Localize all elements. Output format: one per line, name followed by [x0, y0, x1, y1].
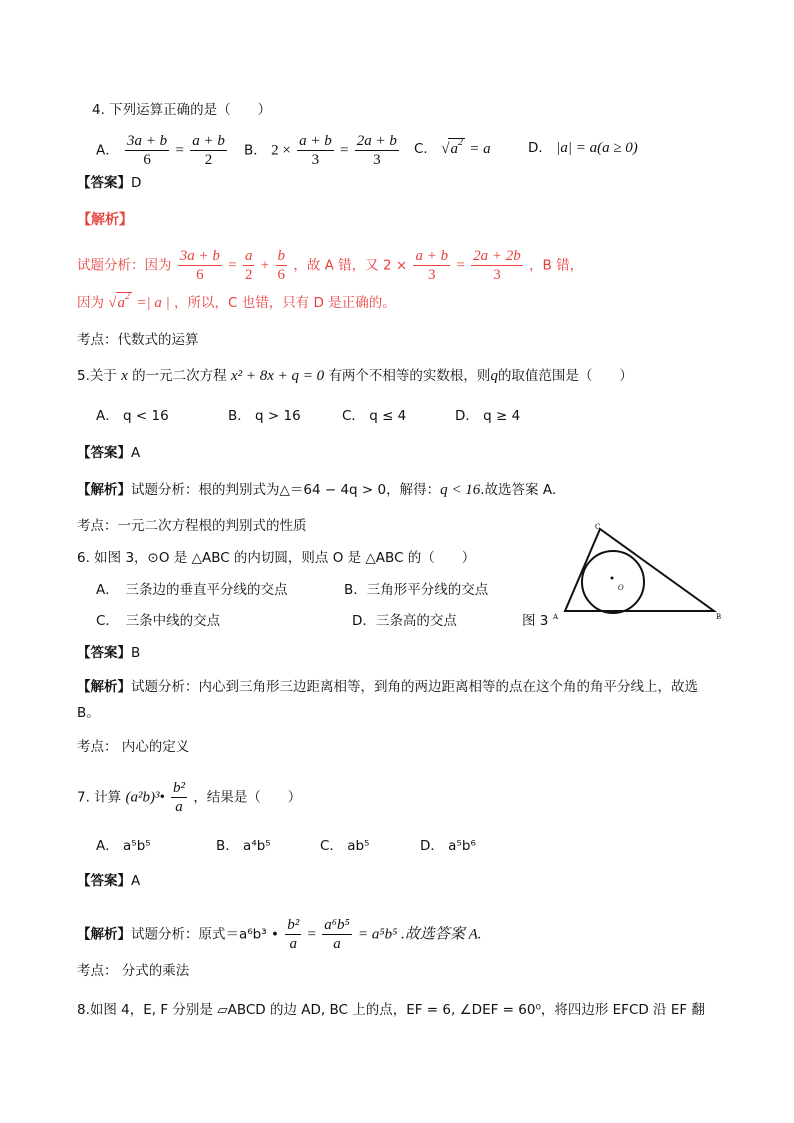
- q4-analysis-tag: 【解析】: [77, 212, 133, 228]
- q7-stem: 7. 计算 (a²b)³• $\frac{\text{b²}}{a}$ ，结果是（ ）: [77, 780, 302, 815]
- q6-option-d: D．三条高的交点: [352, 613, 457, 629]
- label-o: O: [618, 584, 624, 592]
- q6-answer: 【答案】B: [77, 645, 141, 661]
- q4-stem: 4. 下列运算正确的是（ ）: [92, 102, 272, 118]
- q4-option-b: B． 2 × $\frac{a + b}{3}$ = $\frac{2a + b}{3}$: [244, 133, 397, 168]
- q7-analysis: 【解析】试题分析：原式＝a⁶b³ • $\frac{\text{b²}}{a}$ = $\frac{\text{a⁶b⁵}}{a}$ = a⁵b⁵ .故选答案 A.: [77, 917, 482, 952]
- q5-stem: 5.关于 x 的一元二次方程 x² + 8x + q = 0 有两个不相等的实数根，则q的取值范围是（ ）: [77, 368, 633, 384]
- q8-stem: 8.如图 4，E, F 分别是 ▱ABCD 的边 AD, BC 上的点，EF = 6, ∠DEF = 60⁰，将四边形 EFCD 沿 EF 翻: [77, 1002, 705, 1018]
- q5-option-b: B． q > 16: [228, 408, 301, 424]
- label-b: B: [716, 613, 722, 621]
- q4-option-a: A． $\frac{3a + b}{6}$ = $\frac{a + b}{2}$: [96, 133, 225, 168]
- label-c: C: [595, 523, 601, 531]
- q4-knowledge-point: 考点：代数式的运算: [77, 332, 199, 348]
- q7-answer: 【答案】A: [77, 873, 141, 889]
- q5-option-c: C． q ≤ 4: [342, 408, 407, 424]
- q4-analysis-line1: 试题分析：因为 $\frac{3a + b}{6}$ = $\frac{a}{2}$ + $\frac{b}{6}$ ，故 A 错，又 2 × $\frac{a + b}{3}$ = $\frac{2a + 2b}{3}$ ，B 错，: [77, 248, 584, 283]
- q5-option-d: D． q ≥ 4: [455, 408, 521, 424]
- q6-option-a: A． 三条边的垂直平分线的交点: [96, 582, 288, 598]
- q4-analysis-line2: 因为 $√a^2$ =| a | ，所以，C 也错，只有 D 是正确的。: [77, 291, 396, 311]
- q6-analysis: 【解析】试题分析：内心到三角形三边距离相等，到角的两边距离相等的点在这个角的角平分线上，故选: [77, 679, 698, 695]
- q6-option-c: C． 三条中线的交点: [96, 613, 221, 629]
- q7-option-d: D． a⁵b⁶: [420, 838, 476, 854]
- q7-option-c: C． ab⁵: [320, 838, 370, 854]
- q5-knowledge-point: 考点：一元二次方程根的判别式的性质: [77, 518, 307, 534]
- q6-option-b: B．三角形平分线的交点: [344, 582, 489, 598]
- q4-option-c: C． $√a^2 = a$: [414, 137, 491, 157]
- q5-option-a: A． q < 16: [96, 408, 169, 424]
- q6-analysis-cont: B。: [77, 705, 100, 721]
- q7-knowledge-point: 考点： 分式的乘法: [77, 963, 190, 979]
- label-a: A: [553, 613, 559, 621]
- figure-3-caption: 图 3: [522, 613, 549, 629]
- q7-option-b: B． a⁴b⁵: [216, 838, 271, 854]
- q5-answer: 【答案】A: [77, 445, 141, 461]
- q6-stem: 6. 如图 3，⊙O 是 △ABC 的内切圆，则点 O 是 △ABC 的（ ）: [77, 550, 476, 566]
- q6-knowledge-point: 考点： 内心的定义: [77, 739, 190, 755]
- incircle: [582, 551, 644, 613]
- q5-analysis: 【解析】试题分析：根的判别式为△＝64 − 4q > 0，解得：q < 16.故选答案 A.: [77, 482, 557, 498]
- figure-3-triangle-incircle: [548, 522, 728, 626]
- incenter-point: [611, 577, 614, 580]
- q4-answer: 【答案】D: [77, 175, 142, 191]
- q7-option-a: A． a⁵b⁵: [96, 838, 151, 854]
- q4-option-d: D． |a| = a(a ≥ 0): [528, 140, 638, 156]
